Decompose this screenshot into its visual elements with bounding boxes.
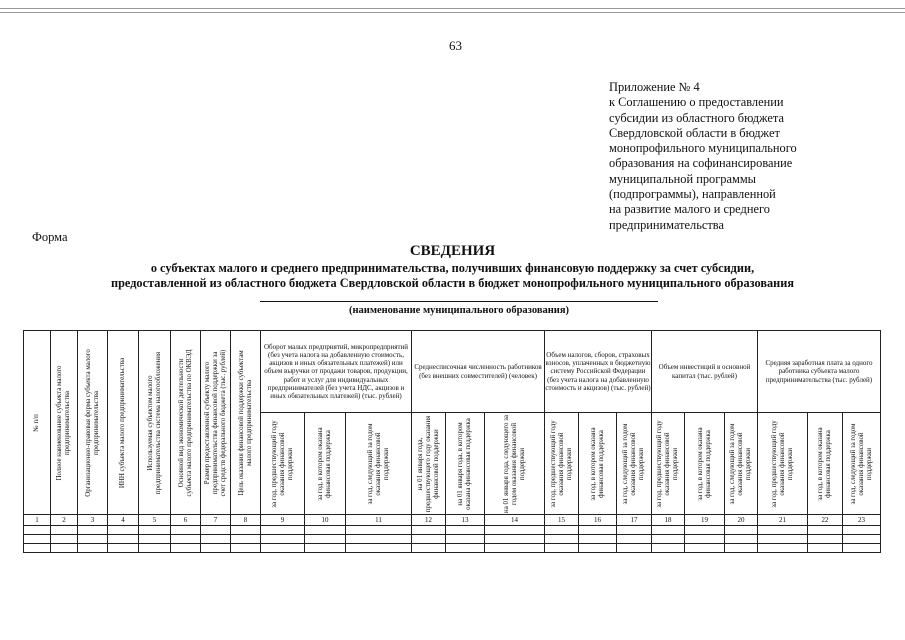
empty-cell <box>725 526 758 535</box>
appendix-line: субсидии из областного бюджета <box>609 110 784 125</box>
empty-cell <box>51 544 78 553</box>
empty-cell <box>78 526 108 535</box>
subcolumn-header-text: за год, предшествующий году оказания финансовой поддержки <box>270 419 294 508</box>
empty-cell <box>485 535 545 544</box>
empty-cell <box>231 544 261 553</box>
document-subtitle <box>0 261 905 291</box>
appendix-note <box>609 80 829 233</box>
empty-cell <box>412 544 446 553</box>
empty-cell <box>305 544 346 553</box>
empty-cell <box>685 526 725 535</box>
subcolumn-header-text: за год, следующий за годом оказания финансовой поддержки <box>366 423 390 504</box>
appendix-line: монопрофильного муниципального <box>609 141 797 156</box>
empty-cell <box>201 526 231 535</box>
subcolumn-header <box>617 413 652 515</box>
subcolumn-header <box>545 413 579 515</box>
empty-data-row <box>24 535 881 544</box>
column-number: 4 <box>108 515 139 526</box>
subcolumn-header-text: за год, следующий за годом оказания финансовой поддержки <box>622 423 645 504</box>
subcolumn-header <box>346 413 412 515</box>
empty-cell <box>725 535 758 544</box>
top-border-line <box>0 8 905 9</box>
subcolumn-header <box>808 413 843 515</box>
empty-cell <box>579 544 617 553</box>
column-number: 3 <box>78 515 108 526</box>
empty-cell <box>685 535 725 544</box>
column-header-4 <box>108 331 139 515</box>
empty-cell <box>545 526 579 535</box>
empty-cell <box>201 535 231 544</box>
subcolumn-header <box>446 413 485 515</box>
subcolumn-header <box>305 413 346 515</box>
group-header-4: Объем инвестиций в основной капитал (тыс. рублей) <box>652 331 758 413</box>
empty-cell <box>24 526 51 535</box>
column-header-8 <box>231 331 261 515</box>
appendix-line: Свердловской области в бюджет <box>609 125 780 140</box>
empty-cell <box>108 526 139 535</box>
empty-cell <box>808 526 843 535</box>
empty-cell <box>201 544 231 553</box>
page-number: 63 <box>449 38 462 53</box>
column-header-text: Основной вид экономической деятельности субъекта малого предпринимательства по ОКВЭД <box>177 349 193 496</box>
subcolumn-header <box>579 413 617 515</box>
empty-cell <box>171 526 201 535</box>
appendix-line: предпринимательства <box>609 217 724 232</box>
subcolumn-header <box>652 413 685 515</box>
empty-cell <box>78 544 108 553</box>
empty-cell <box>617 526 652 535</box>
appendix-line: на развитие малого и среднего <box>609 202 770 217</box>
empty-cell <box>51 535 78 544</box>
subcolumn-header-text: за год, следующий за годом оказания финансовой поддержки <box>729 423 752 504</box>
column-number: 11 <box>346 515 412 526</box>
column-header-7 <box>201 331 231 515</box>
empty-cell <box>843 544 881 553</box>
column-header-text: ИНН субъекта малого предпринимательства <box>119 357 127 488</box>
empty-cell <box>231 535 261 544</box>
empty-cell <box>545 535 579 544</box>
appendix-line: Приложение № 4 <box>609 80 700 94</box>
subtitle-line-1: о субъектах малого и среднего предпринимательства, получивших финансовую поддержку за счет субсидии, <box>150 261 755 275</box>
empty-cell <box>652 535 685 544</box>
column-number: 7 <box>201 515 231 526</box>
empty-cell <box>843 535 881 544</box>
document-title: СВЕДЕНИЯ <box>409 243 496 259</box>
column-number: 22 <box>808 515 843 526</box>
subcolumn-header-text: за год, предшествующий году оказания финансовой поддержки <box>770 419 794 508</box>
subcolumn-header <box>485 413 545 515</box>
column-number: 6 <box>171 515 201 526</box>
empty-cell <box>139 544 171 553</box>
empty-cell <box>24 544 51 553</box>
subcolumn-header-text: за год, в котором оказана финансовая поддержка <box>696 426 712 501</box>
column-number: 12 <box>412 515 446 526</box>
column-header-text: Размер предоставленной субъекту малого предпринимательства финансовой поддержки за счет средств федерального бюджета (тыс. рублей) <box>203 349 227 496</box>
column-header-5 <box>139 331 171 515</box>
subcolumn-header <box>843 413 881 515</box>
empty-cell <box>652 526 685 535</box>
subcolumn-header <box>725 413 758 515</box>
empty-cell <box>51 526 78 535</box>
empty-cell <box>545 544 579 553</box>
column-number: 20 <box>725 515 758 526</box>
empty-cell <box>446 535 485 544</box>
empty-cell <box>685 544 725 553</box>
subcolumn-header-text: на 01 января года, предшествующего году оказания финансовой поддержки <box>416 415 440 512</box>
empty-cell <box>485 544 545 553</box>
empty-cell <box>171 535 201 544</box>
empty-cell <box>725 544 758 553</box>
empty-data-row <box>24 544 881 553</box>
empty-cell <box>24 535 51 544</box>
appendix-line: муниципальной программы <box>609 171 756 186</box>
column-number: 10 <box>305 515 346 526</box>
empty-cell <box>78 535 108 544</box>
column-header-text: Организационно-правовая форма субъекта малого предпринимательства <box>84 348 100 497</box>
empty-cell <box>758 535 808 544</box>
column-number: 2 <box>51 515 78 526</box>
subcolumn-header <box>685 413 725 515</box>
empty-cell <box>346 544 412 553</box>
empty-data-row <box>24 526 881 535</box>
empty-cell <box>617 535 652 544</box>
subcolumn-header-text: за год, в котором оказана финансовая поддержка <box>589 426 605 501</box>
subcolumn-header-text: на 01 января года, в котором оказана финансовая поддержка <box>457 417 472 510</box>
empty-cell <box>412 535 446 544</box>
empty-cell <box>108 544 139 553</box>
subcolumn-header-text: за год, предшествующий году оказания финансовой поддержки <box>656 419 679 508</box>
column-header-6 <box>171 331 201 515</box>
group-header-1: Оборот малых предприятий, микропредприятий (без учета налога на добавленную стоимость, акцизов и иных обязательных платежей) или объем выручки от продажи товаров, продукции, работ и услуг для индивидуальных предпринимателей (без учета НДС, акцизов и иных обязательных платежей) (тыс. рублей) <box>261 331 412 413</box>
empty-cell <box>346 526 412 535</box>
empty-cell <box>231 526 261 535</box>
subtitle-line-2: предоставленной из областного бюджета Свердловской области в бюджет монопрофильного муниципального образования <box>110 276 794 290</box>
column-number: 16 <box>579 515 617 526</box>
appendix-line: образования на софинансирование <box>609 156 793 171</box>
subcolumn-header-text: на 01 января года, следующего за годом оказания финансовой поддержки <box>502 414 526 513</box>
column-header-text: Используемая субъектом малого предпринимательства система налогообложения <box>146 351 162 494</box>
top-border-line-2 <box>0 12 905 13</box>
group-header-3: Объем налогов, сборов, страховых взносов, уплаченных в бюджетную систему Российской Федерации (без учета налога на добавленную стоимость и акцизов) (тыс. рублей) <box>545 331 652 413</box>
empty-cell <box>808 544 843 553</box>
municipality-caption: (наименование муниципального образования) <box>348 305 570 316</box>
column-number: 15 <box>545 515 579 526</box>
empty-cell <box>139 526 171 535</box>
subcolumn-header <box>758 413 808 515</box>
empty-cell <box>446 526 485 535</box>
column-number: 5 <box>139 515 171 526</box>
column-number: 17 <box>617 515 652 526</box>
empty-cell <box>652 544 685 553</box>
empty-cell <box>617 544 652 553</box>
column-header-text: Полное наименование субъекта малого предпринимательства <box>56 365 71 480</box>
column-number: 23 <box>843 515 881 526</box>
subcolumn-header <box>412 413 446 515</box>
empty-cell <box>261 544 305 553</box>
appendix-line: (подпрограммы), направленной <box>609 187 776 202</box>
empty-cell <box>758 526 808 535</box>
empty-cell <box>261 526 305 535</box>
subcolumn-header <box>261 413 305 515</box>
empty-cell <box>108 535 139 544</box>
column-number: 21 <box>758 515 808 526</box>
empty-cell <box>446 544 485 553</box>
data-table <box>23 330 881 553</box>
empty-cell <box>843 526 881 535</box>
column-number: 1 <box>24 515 51 526</box>
subcolumn-header-text: за год, предшествующий году оказания финансовой поддержки <box>549 419 573 508</box>
empty-cell <box>261 535 305 544</box>
empty-cell <box>139 535 171 544</box>
municipality-name-line <box>260 301 658 302</box>
empty-cell <box>305 526 346 535</box>
column-number: 13 <box>446 515 485 526</box>
column-header-3 <box>78 331 108 515</box>
subcolumn-header-text: за год, в котором оказана финансовая поддержка <box>317 426 332 501</box>
empty-cell <box>412 526 446 535</box>
group-header-5: Средняя заработная плата за одного работника субъекта малого предпринимательства (тыс. рублей) <box>758 331 881 413</box>
column-number: 8 <box>231 515 261 526</box>
column-header-1 <box>24 331 51 515</box>
column-header-text: Цель оказания финансовой поддержки субъектам малого предпринимательства <box>237 349 253 496</box>
column-header-2 <box>51 331 78 515</box>
empty-cell <box>346 535 412 544</box>
subcolumn-header-text: за год, следующий за годом оказания финансовой поддержки <box>849 423 873 504</box>
empty-cell <box>305 535 346 544</box>
form-label: Форма <box>32 230 68 244</box>
empty-cell <box>485 526 545 535</box>
empty-cell <box>758 544 808 553</box>
empty-cell <box>171 544 201 553</box>
column-number: 19 <box>685 515 725 526</box>
group-header-2: Среднесписочная численность работников (без внешних совместителей) (человек) <box>412 331 545 413</box>
appendix-line: к Соглашению о предоставлении <box>609 95 784 110</box>
column-number: 18 <box>652 515 685 526</box>
column-header-text: № п/п <box>33 413 41 432</box>
empty-cell <box>579 535 617 544</box>
empty-cell <box>808 535 843 544</box>
column-number: 14 <box>485 515 545 526</box>
column-number: 9 <box>261 515 305 526</box>
empty-cell <box>579 526 617 535</box>
subcolumn-header-text: за год, в котором оказана финансовая поддержка <box>817 426 832 501</box>
